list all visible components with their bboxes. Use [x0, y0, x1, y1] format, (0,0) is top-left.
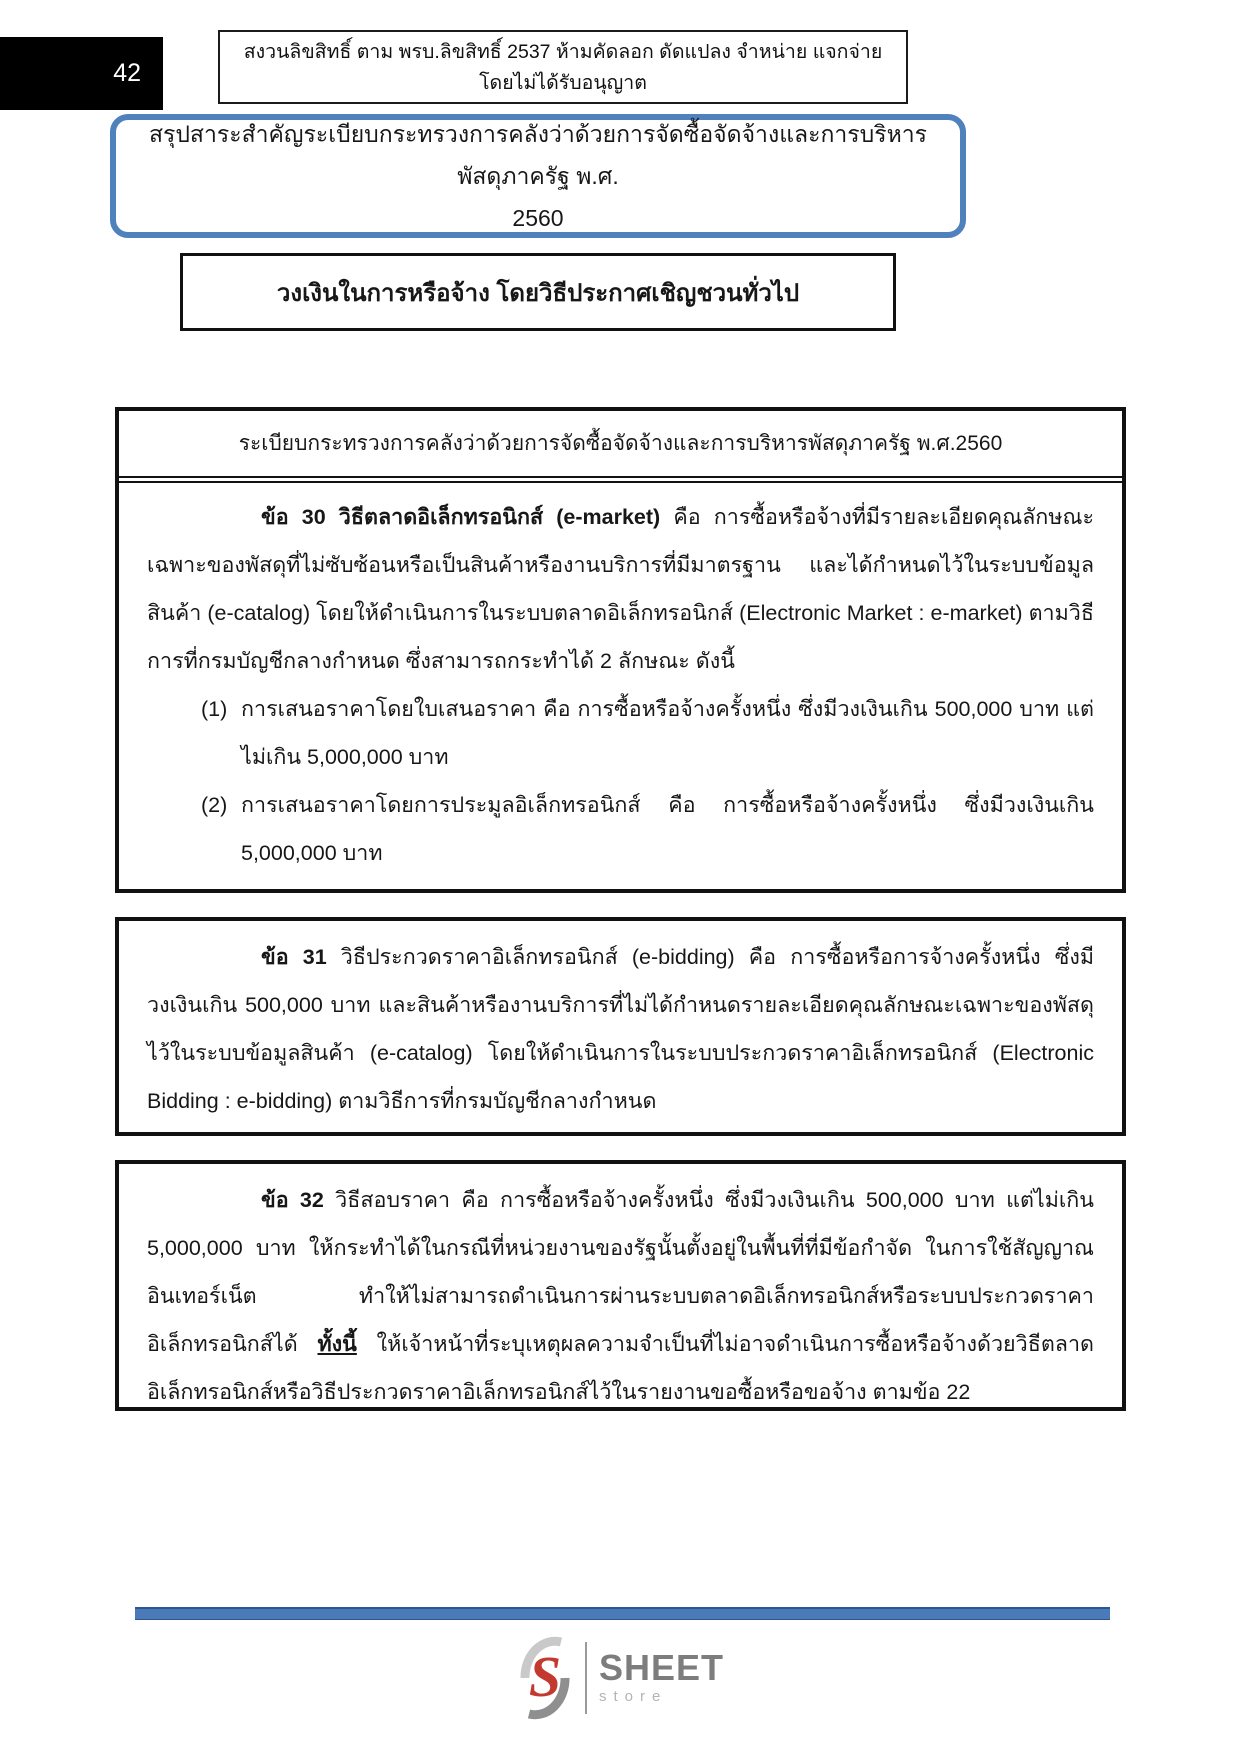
- svg-text:S: S: [528, 1644, 562, 1709]
- list-item-number: (1): [201, 697, 228, 721]
- logo-subtext: store: [598, 1688, 668, 1705]
- logo-brand: SHEET: [598, 1647, 725, 1688]
- list-item-number: (2): [201, 793, 228, 817]
- clause-30-lead: ข้อ 30 วิธีตลาดอิเล็กทรอนิกส์ (e-market): [261, 505, 661, 529]
- sheet-store-logo: [0, 1628, 1241, 1728]
- clause-31-lead: ข้อ 31: [261, 945, 327, 969]
- sheet-store-logo-icon: [517, 1634, 573, 1722]
- copyright-notice: สงวนลิขสิทธิ์ ตาม พรบ.ลิขสิทธิ์ 2537 ห้ามคัดลอก ดัดแปลง จำหน่าย แจกจ่าย โดยไม่ได้รับอนุญาต: [218, 30, 908, 104]
- clause-31-text: วิธีประกวดราคาอิเล็กทรอนิกส์ (e-bidding) คือ การซื้อหรือการจ้างครั้งหนึ่ง ซึ่งมีวงเงินเกิน 500,000 บาท และสินค้าหรืองานบริการที่ไม่ได้กำหนดรายละเอียดคุณลักษณะเฉพาะของพัสดุไว้ในระบบข้อมูลสินค้า (e-catalog) โดยให้ดำเนินการในระบบประกวดราคาอิเล็กทรอนิกส์ (Electronic Bidding : e-bidding) ตามวิธีการที่กรมบัญชีกลางกำหนด: [147, 945, 1094, 1113]
- list-item-text: การเสนอราคาโดยใบเสนอราคา คือ การซื้อหรือจ้างครั้งหนึ่ง ซึ่งมีวงเงินเกิน 500,000 บาท แต่ไม่เกิน 5,000,000 บาท: [241, 697, 1094, 769]
- clause-31-box: [115, 917, 1126, 1136]
- logo-divider: [585, 1642, 587, 1714]
- summary-banner-line2: 2560: [512, 205, 564, 231]
- clause-31-paragraph: [147, 933, 1094, 1125]
- clause-32-emphasis: ทั้งนี้: [317, 1332, 357, 1356]
- section-title-text: วงเงินในการหรือจ้าง โดยวิธีประกาศเชิญชวนทั่วไป: [276, 279, 800, 307]
- clause-32-paragraph: [147, 1176, 1094, 1411]
- list-item-text: การเสนอราคาโดยการประมูลอิเล็กทรอนิกส์ คือ การซื้อหรือจ้างครั้งหนึ่ง ซึ่งมีวงเงินเกิน 5,000,000 บาท: [241, 793, 1094, 865]
- list-item: [147, 685, 1094, 781]
- summary-banner-line1: สรุปสาระสำคัญระเบียบกระทรวงการคลังว่าด้วยการจัดซื้อจัดจ้างและการบริหารพัสดุภาครัฐ พ.ศ.: [148, 121, 928, 189]
- clause-30-text: คือ การซื้อหรือจ้างที่มีรายละเอียดคุณลักษณะเฉพาะของพัสดุที่ไม่ซับซ้อนหรือเป็นสินค้าหรืองานบริการที่มีมาตรฐาน และได้กำหนดไว้ในระบบข้อมูลสินค้า (e-catalog) โดยให้ดำเนินการในระบบตลาดอิเล็กทรอนิกส์ (Electronic Market : e-market) ตามวิธีการที่กรมบัญชีกลางกำหนด ซึ่งสามารถกระทำได้ 2 ลักษณะ ดังนี้: [147, 505, 1094, 673]
- page-number: 42: [0, 37, 163, 110]
- list-item: [147, 781, 1094, 877]
- section-title: [180, 253, 896, 331]
- footer-divider: [135, 1607, 1110, 1620]
- regulation-box-header: ระเบียบกระทรวงการคลังว่าด้วยการจัดซื้อจัดจ้างและการบริหารพัสดุภาครัฐ พ.ศ.2560: [119, 411, 1122, 483]
- clause-32-box: [115, 1160, 1126, 1411]
- summary-banner: [110, 114, 966, 238]
- clause-32-lead: ข้อ 32: [261, 1188, 324, 1212]
- clause-30-paragraph: [147, 493, 1094, 685]
- clause-30-body: [119, 483, 1122, 877]
- clause-32-text-after: ให้เจ้าหน้าที่ระบุเหตุผลความจำเป็นที่ไม่อาจดำเนินการซื้อหรือจ้างด้วยวิธีตลาดอิเล็กทรอนิกส์หรือวิธีประกวดราคาอิเล็กทรอนิกส์ไว้ในรายงานขอซื้อหรือขอจ้าง ตามข้อ 22: [147, 1332, 1094, 1404]
- clause-32-text-before: วิธีสอบราคา คือ การซื้อหรือจ้างครั้งหนึ่ง ซึ่งมีวงเงินเกิน 500,000 บาท แต่ไม่เกิน 5,000,000 บาท ให้กระทำได้ในกรณีที่หน่วยงานของรัฐนั้นตั้งอยู่ในพื้นที่ที่มีข้อกำจัด ในการใช้สัญญาณอินเทอร์เน็ต ทำให้ไม่สามารถดำเนินการผ่านระบบตลาดอิเล็กทรอนิกส์หรือระบบประกวดราคาอิเล็กทรอนิกส์ได้: [147, 1188, 1094, 1356]
- logo-text: [599, 1649, 724, 1707]
- regulation-box: [115, 407, 1126, 893]
